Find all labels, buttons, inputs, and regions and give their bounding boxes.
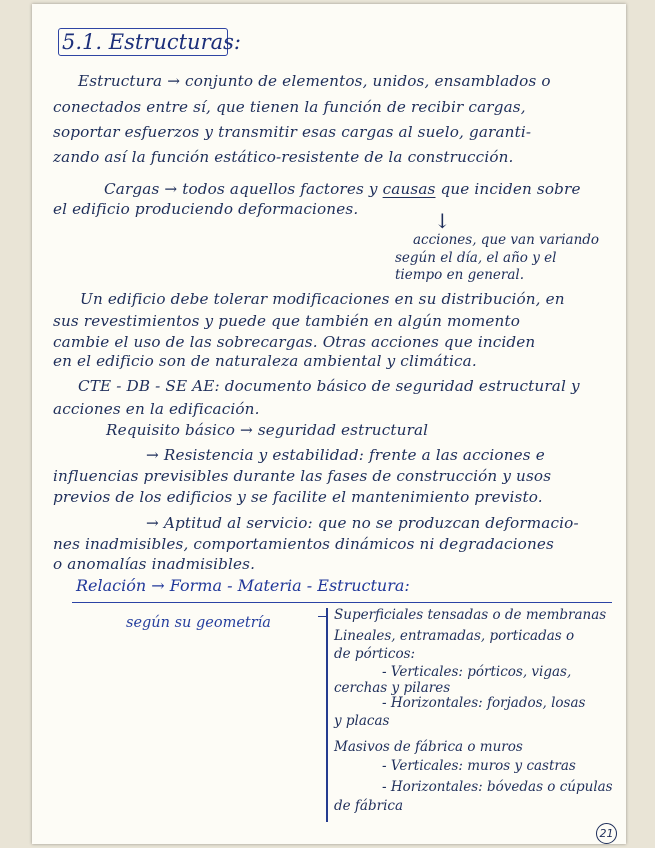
resistencia-line-3: previos de los edificios y se facilite el mantenimiento previsto.	[53, 488, 543, 506]
geom-line-10: - Horizontales: bóvedas o cúpulas	[382, 779, 613, 795]
geometria-label: según su geometría	[126, 615, 271, 631]
geom-line-5: cerchas y pilares	[334, 680, 451, 696]
requisito-basico: Requisito básico → seguridad estructural	[106, 421, 429, 439]
resistencia-line-1: → Resistencia y estabilidad: frente a las acciones e	[146, 446, 545, 464]
edificio-line-4: en el edificio son de naturaleza ambiental y climática.	[53, 352, 477, 370]
aptitud-line-3: o anomalías inadmisibles.	[53, 555, 256, 573]
bracket-line	[326, 608, 328, 822]
intro-line-1: Estructura → conjunto de elementos, unidos, ensamblados o	[78, 72, 551, 90]
page-number: 21	[596, 823, 617, 844]
geom-line-11: de fábrica	[334, 798, 403, 814]
cte-line-1: CTE - DB - SE AE: documento básico de seguridad estructural y	[78, 377, 580, 395]
relacion-title: Relación → Forma - Materia - Estructura:	[76, 576, 410, 595]
relacion-divider	[72, 602, 612, 603]
intro-line-4: zando así la función estático-resistente de la construcción.	[53, 148, 514, 166]
geom-line-1: Superficiales tensadas o de membranas	[334, 607, 607, 623]
edificio-line-1: Un edificio debe tolerar modificaciones en su distribución, en	[80, 290, 565, 308]
intro-line-3: soportar esfuerzos y transmitir esas cargas al suelo, garanti-	[53, 123, 532, 141]
cargas-line-1	[104, 182, 581, 197]
page-title: 5.1. Estructuras:	[62, 30, 241, 54]
cargas-line-1-lead: Cargas → todos aquellos factores y	[104, 180, 378, 198]
geom-line-2: Lineales, entramadas, porticadas o	[334, 628, 575, 644]
cargas-note-line-1: acciones, que van variando	[413, 232, 600, 248]
notebook-page	[32, 4, 626, 844]
down-arrow-icon: ↓	[434, 209, 451, 233]
bracket-tick	[318, 616, 326, 617]
causas-word: causas	[382, 180, 436, 198]
intro-line-2: conectados entre sí, que tienen la función de recibir cargas,	[53, 98, 526, 116]
geom-line-3: de pórticos:	[334, 646, 416, 662]
geom-line-7: y placas	[334, 713, 390, 729]
cargas-note-line-2: según el día, el año y el	[395, 250, 557, 266]
edificio-line-3: cambie el uso de las sobrecargas. Otras acciones que inciden	[53, 333, 536, 351]
cargas-line-2: el edificio produciendo deformaciones.	[53, 200, 359, 218]
resistencia-line-2: influencias previsibles durante las fases de construcción y usos	[53, 467, 552, 485]
aptitud-line-2: nes inadmisibles, comportamientos dinámicos ni degradaciones	[53, 535, 554, 553]
geom-line-8: Masivos de fábrica o muros	[334, 739, 523, 755]
cargas-line-1-tail: que inciden sobre	[440, 180, 581, 198]
cargas-note-line-3: tiempo en general.	[395, 267, 524, 283]
edificio-line-2: sus revestimientos y puede que también en algún momento	[53, 312, 520, 330]
geom-line-4: - Verticales: pórticos, vigas,	[382, 664, 572, 680]
aptitud-line-1: → Aptitud al servicio: que no se produzcan deformacio-	[146, 514, 579, 532]
geom-line-9: - Verticales: muros y castras	[382, 758, 576, 774]
geom-line-6: - Horizontales: forjados, losas	[382, 695, 586, 711]
cte-line-2: acciones en la edificación.	[53, 400, 260, 418]
